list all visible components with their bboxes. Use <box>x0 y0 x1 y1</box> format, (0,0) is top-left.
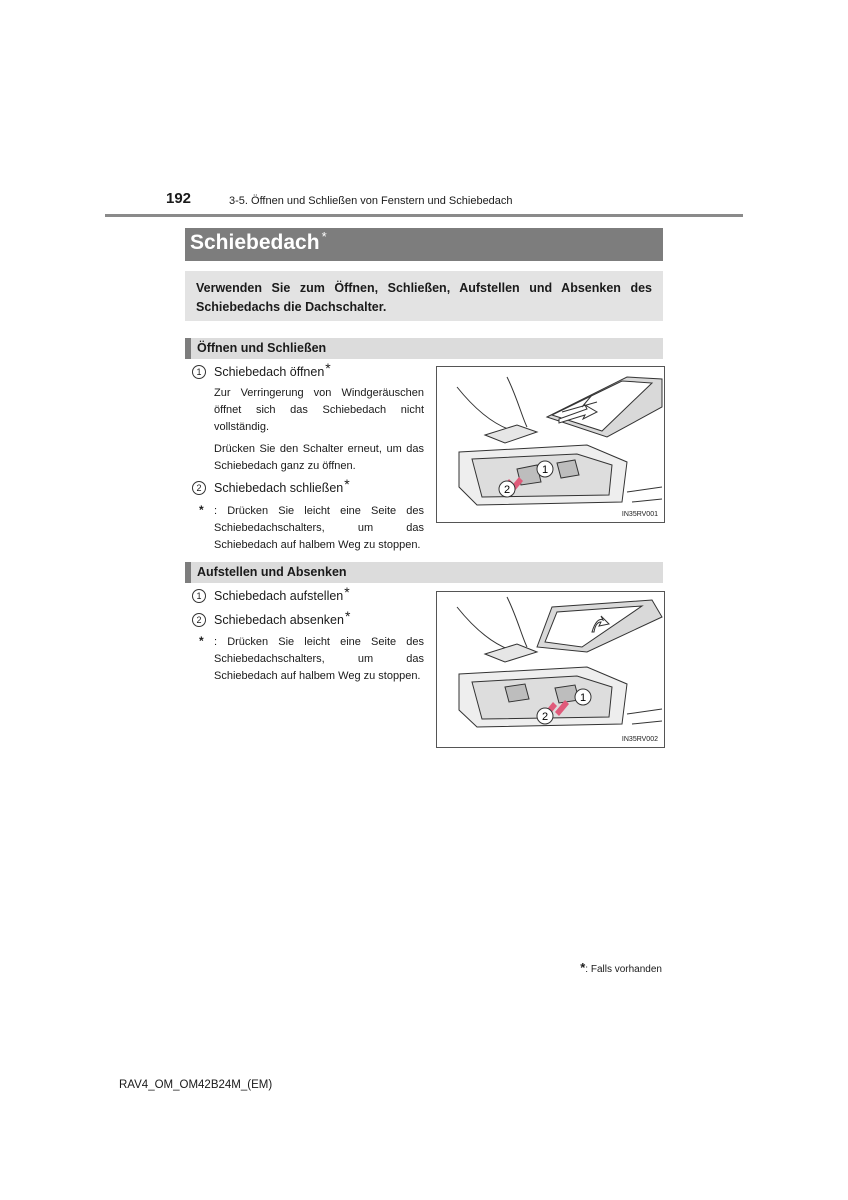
item-label: Schiebedach aufstellen <box>214 589 344 603</box>
section-marker <box>185 562 191 583</box>
list-item-open <box>192 360 331 380</box>
title-asterisk: * <box>321 229 327 244</box>
item-label: Schiebedach schließen <box>214 481 344 495</box>
footnote-text: : Falls vorhanden <box>585 964 662 975</box>
footnote-asterisk: * <box>580 960 586 975</box>
section-marker <box>185 338 191 359</box>
asterisk: * <box>325 360 331 376</box>
page-title <box>190 231 327 255</box>
list-item-tilt-down <box>192 608 351 628</box>
document-code: RAV4_OM_OM42B24M_(EM) <box>119 1079 273 1091</box>
asterisk: * <box>344 476 350 492</box>
circled-number: 2 <box>192 481 206 495</box>
callout-2-label: 2 <box>541 711 549 723</box>
header-divider <box>105 214 743 217</box>
section-heading-text: Aufstellen und Absenken <box>197 565 347 579</box>
note-text: : Drücken Sie leicht eine Seite des Schiebedachschalters, um das Schiebedach auf halbem Weg zu stoppen. <box>214 636 424 682</box>
section-heading-open-close <box>185 338 663 359</box>
figure-tilt <box>436 591 665 748</box>
footnote <box>580 960 662 975</box>
illustration-roof-switch-2 <box>437 592 664 747</box>
item-label: Schiebedach öffnen <box>214 365 325 379</box>
intro-text: Verwenden Sie zum Öffnen, Schließen, Aufstellen und Absenken des Schiebedachs die Dachschalter. <box>196 281 652 314</box>
chapter-title: 3-5. Öffnen und Schließen von Fenstern und Schiebedach <box>229 195 513 207</box>
circled-number: 1 <box>192 365 206 379</box>
circled-number: 2 <box>192 613 206 627</box>
asterisk: * <box>344 608 351 624</box>
page-title-bar <box>185 228 663 261</box>
list-item-tilt-up <box>192 584 350 604</box>
figure-code: IN35RV002 <box>621 736 658 743</box>
item-label: Schiebedach absenken <box>214 613 344 627</box>
page-number: 192 <box>166 190 192 207</box>
section-heading-text: Öffnen und Schließen <box>197 341 327 355</box>
note-asterisk: * <box>199 503 204 517</box>
illustration-roof-switch-1 <box>437 367 664 522</box>
section-heading-tilt <box>185 562 663 583</box>
asterisk: * <box>344 584 350 600</box>
note-text: : Drücken Sie leicht eine Seite des Schiebedachschalters, um das Schiebedach auf halbem Weg zu stoppen. <box>214 505 424 551</box>
callout-2-label: 2 <box>503 484 511 496</box>
paragraph-wind-noise: Zur Verringerung von Windgeräuschen öffnet sich das Schiebedach nicht vollständig. <box>214 387 424 433</box>
callout-1-label: 1 <box>579 692 587 704</box>
list-item-close <box>192 476 350 496</box>
callout-1-label: 1 <box>541 464 549 476</box>
figure-code: IN35RV001 <box>621 511 658 518</box>
note-asterisk: * <box>199 634 204 648</box>
intro-box <box>185 271 663 321</box>
paragraph-press-again: Drücken Sie den Schalter erneut, um das Schiebedach ganz zu öffnen. <box>214 443 424 472</box>
figure-open-close <box>436 366 665 523</box>
circled-number: 1 <box>192 589 206 603</box>
page-title-text: Schiebedach <box>190 231 320 254</box>
